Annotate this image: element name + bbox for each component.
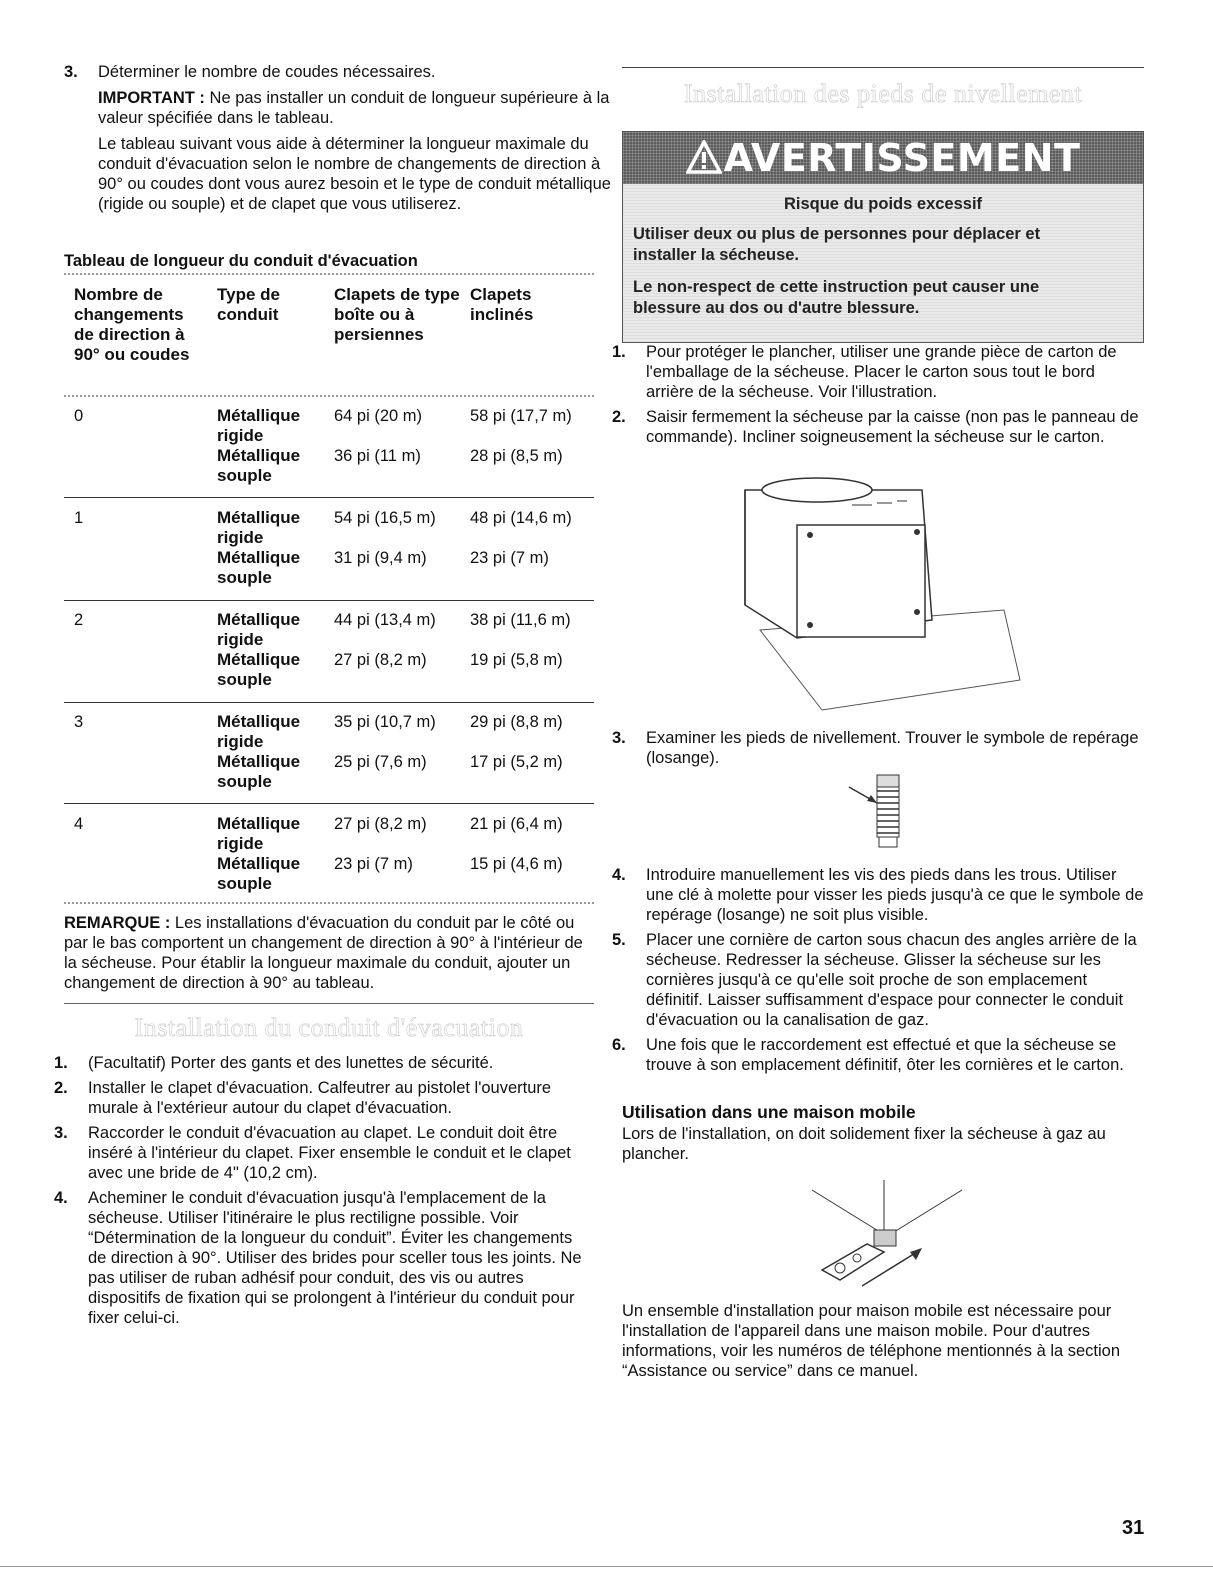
dryer-on-cardboard-illustration [742,470,1042,720]
table-row [74,406,594,488]
warning-title [623,136,1143,180]
angled-length: 15 pi (4,6 m) [470,855,563,873]
bends-value: 4 [74,815,84,833]
angled-length: 58 pi (17,7 m) [470,407,572,425]
header-bends: Nombre de changements de direction à 90° ou coudes [74,285,190,364]
step-number: 2. [54,1079,68,1097]
step-3-left [64,62,628,214]
table-row [74,712,594,794]
step-text: (Facultatif) Porter des gants et des lunettes de sécurité. [88,1054,494,1072]
box-length: 35 pi (10,7 m) [334,713,436,731]
bottom-rule [0,1566,1213,1567]
table-top-rule [64,273,594,275]
step-number: 5. [612,931,626,949]
list-item [54,1188,594,1328]
duct-type: Métallique rigide [217,508,301,547]
warning-line-1: Utiliser deux ou plus de personnes pour déplacer et installer la sécheuse. [633,225,1041,264]
row-divider [64,497,594,498]
table-header [74,285,594,393]
list-item [54,1078,594,1118]
step-number: 6. [612,1036,626,1054]
duct-type: Métallique rigide [217,610,301,649]
warning-risk: Risque du poids excessif [783,195,983,213]
list-item [612,407,1144,447]
box-length: 25 pi (7,6 m) [334,753,427,771]
header-angled: Clapets inclinés [470,285,534,324]
list-item [612,1035,1144,1075]
box-length: 36 pi (11 m) [334,447,421,465]
warning-title-text: AVERTISSEMENT [723,136,1081,180]
duct-type: Métallique souple [217,752,301,791]
warning-triangle-icon [686,140,722,174]
box-length: 31 pi (9,4 m) [334,549,427,567]
bends-value: 0 [74,407,84,425]
duct-type: Métallique rigide [217,406,301,445]
bends-value: 2 [74,611,84,629]
section-title-leveling-feet: Installation des pieds de nivellement [683,79,1083,108]
step-text: Pour protéger le plancher, utiliser une grande pièce de carton de l'emballage de la sécheuse. Placer le carton sous tout le bord arrière de la sécheuse. Voir l'illustration. [646,343,1117,401]
header-duct-type: Type de conduit [217,285,280,324]
row-divider [64,600,594,601]
mobile-home-heading: Utilisation dans une maison mobile [622,1102,916,1122]
leveling-foot-illustration [847,773,927,853]
box-length: 44 pi (13,4 m) [334,611,436,629]
section-title-vent-install: Installation du conduit d'évacuation [134,1013,524,1042]
list-item [612,930,1144,1030]
leveling-steps-b [612,865,1144,1075]
step-number: 2. [612,408,626,426]
warning-box [622,131,1144,343]
dryer-back-panel [797,525,925,637]
angled-length: 23 pi (7 m) [470,549,549,567]
header-box-louvered: Clapets de type boîte ou à persiennes [334,285,460,344]
table-bottom-rule [64,902,594,904]
box-length: 54 pi (16,5 m) [334,509,436,527]
box-length: 27 pi (8,2 m) [334,815,427,833]
duct-type: Métallique souple [217,446,301,485]
table-row [74,610,594,692]
step-text: Placer une cornière de carton sous chacun des angles arrière de la sécheuse. Redresser la sécheuse. Glisser la sécheuse sur les cornières jusqu'à ce qu'elle soit proche de son emplacement définitif. Laisser suffisamment d'espace pour connecter le conduit d'évacuation ou la canalisation de gaz. [646,931,1137,1029]
remark-label: REMARQUE : [64,914,171,932]
angled-length: 17 pi (5,2 m) [470,753,563,771]
step-text: Raccorder le conduit d'évacuation au clapet. Le conduit doit être inséré à l'intérieur du clapet. Fixer ensemble le conduit et le clapet avec une bride de 4" (10,2 cm). [88,1124,571,1182]
warning-banner [623,132,1143,184]
page-number: 31 [1122,1517,1145,1539]
step-number: 1. [612,343,626,361]
list-item [54,1053,594,1073]
important-note [98,88,628,128]
step-text: Saisir fermement la sécheuse par la caisse (non pas le panneau de commande). Incliner soigneusement la sécheuse sur le carton. [646,408,1139,446]
step-number: 4. [54,1189,68,1207]
header-bottom-rule [64,395,594,397]
table-row [74,814,594,896]
box-length: 23 pi (7 m) [334,855,413,873]
box-length: 64 pi (20 m) [334,407,423,425]
leveling-step-3 [612,728,1178,768]
list-item [612,342,1144,402]
angled-length: 21 pi (6,4 m) [470,815,563,833]
remark-note [64,913,594,993]
angled-length: 19 pi (5,8 m) [470,651,563,669]
angled-length: 48 pi (14,6 m) [470,509,572,527]
step-number: 4. [612,866,626,884]
angled-length: 38 pi (11,6 m) [470,611,571,629]
angled-length: 28 pi (8,5 m) [470,447,563,465]
step-number: 3. [54,1124,68,1142]
step-text: Déterminer le nombre de coudes nécessaires. [98,63,436,81]
step-number: 3. [612,729,626,747]
mobile-home-paragraph-1: Lors de l'installation, on doit solidement fixer la sécheuse à gaz au plancher. [622,1125,1106,1163]
row-divider [64,803,594,804]
mobile-home-bracket-illustration [802,1180,972,1292]
duct-type: Métallique souple [217,548,301,587]
angled-length: 29 pi (8,8 m) [470,713,563,731]
intro-paragraph: Le tableau suivant vous aide à déterminer la longueur maximale du conduit d'évacuation selon le nombre de changements de direction à 90° ou coudes dont vous aurez besoin et le type de conduit métallique (rigide ou souple) et de clapet que vous utiliserez. [98,135,611,213]
step-text: Installer le clapet d'évacuation. Calfeutrer au pistolet l'ouverture murale à l'extérieur autour du clapet d'évacuation. [88,1079,552,1117]
step-text: Une fois que le raccordement est effectué et que la sécheuse se trouve à son emplacement définitif, ôter les cornières et le carton. [646,1036,1124,1074]
table-title: Tableau de longueur du conduit d'évacuation [64,252,418,270]
step-text: Acheminer le conduit d'évacuation jusqu'à l'emplacement de la sécheuse. Utiliser l'itinéraire le plus rectiligne possible. Voir “Détermination de la longueur du conduit”. Éviter les changements de direction à 90°. Utiliser des brides pour sceller tous les joints. Ne pas utiliser de ruban adhésif pour conduit, des vis ou autres dispositifs de fixation qui se prolongent à l'intérieur du conduit pour fixer celui-ci. [88,1189,582,1327]
table-row [74,508,594,590]
row-divider [64,702,594,703]
warning-line-2: Le non-respect de cette instruction peut causer une blessure au dos ou d'autre blessure. [633,278,1040,317]
step-text: Introduire manuellement les vis des pieds dans les trous. Utiliser une clé à molette pour visser les pieds jusqu'à ce que le symbole de repérage (losange) ne soit plus visible. [646,866,1144,924]
list-item [612,865,1144,925]
step-number: 3. [64,63,78,81]
step-number: 1. [54,1054,68,1072]
important-label: IMPORTANT : [98,89,205,107]
mobile-home-paragraph-2: Un ensemble d'installation pour maison mobile est nécessaire pour l'installation de l'appareil dans une maison mobile. Pour d'autres informations, voir les numéros de téléphone mentionnés à la section “Assistance ou service” dans ce manuel. [622,1302,1121,1380]
remark-text: Les installations d'évacuation du conduit par le côté ou par le bas comportent un changement de direction à 90° à l'intérieur de la sécheuse. Pour établir la longueur maximale du conduit, ajouter un changement de direction à 90° au tableau. [64,914,583,992]
duct-type: Métallique souple [217,854,301,893]
important-text: Ne pas installer un conduit de longueur supérieure à la valeur spécifiée dans le tableau. [98,89,610,127]
leveling-steps-a [612,342,1144,447]
bends-value: 1 [74,509,84,527]
box-length: 27 pi (8,2 m) [334,651,427,669]
vent-steps-list [54,1053,594,1328]
top-rule [622,67,1144,68]
warning-body [623,184,1143,342]
duct-type: Métallique rigide [217,712,301,751]
list-item [54,1123,594,1183]
duct-type: Métallique souple [217,650,301,689]
duct-type: Métallique rigide [217,814,301,853]
section-rule [64,1003,594,1004]
bends-value: 3 [74,713,84,731]
drum-opening [762,478,872,502]
step-text: Examiner les pieds de nivellement. Trouver le symbole de repérage (losange). [646,729,1139,767]
